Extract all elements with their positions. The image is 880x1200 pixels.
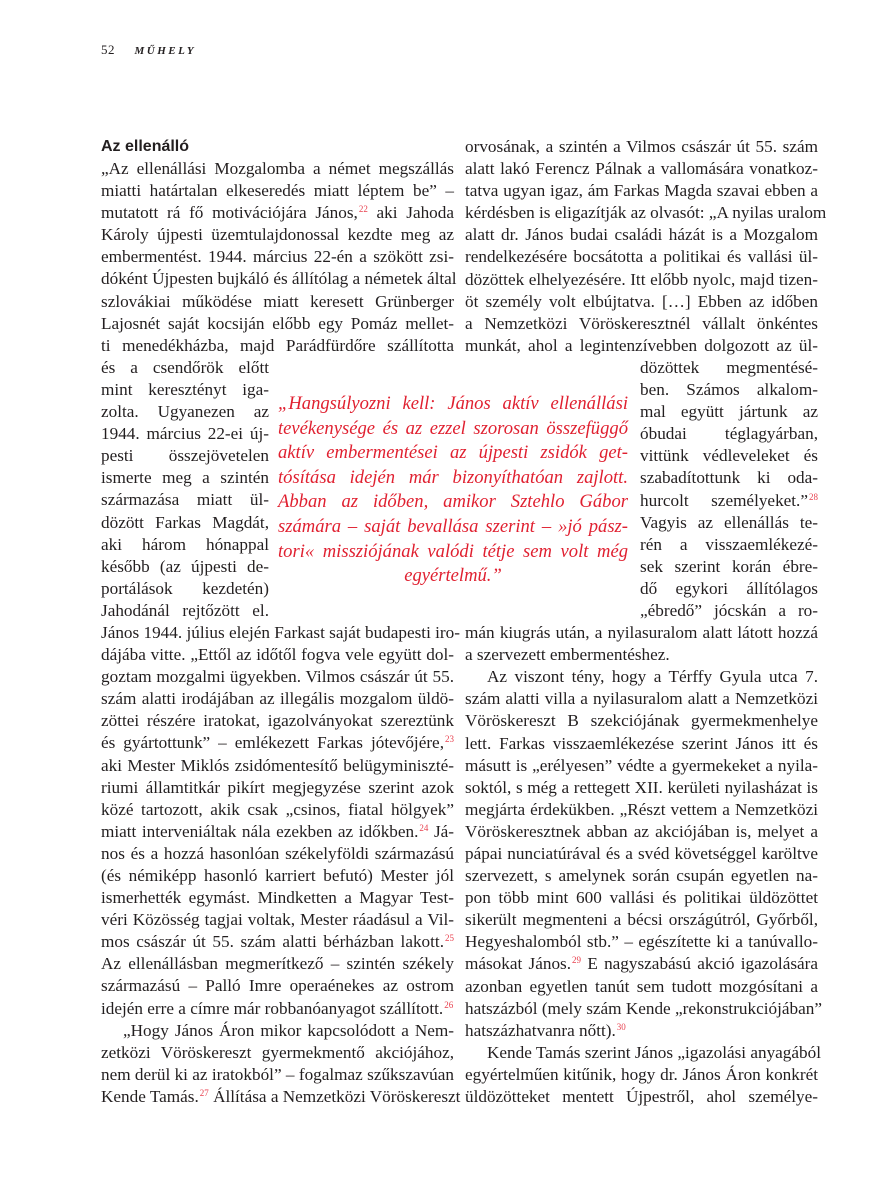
text-line	[101, 755, 454, 777]
left-column	[101, 136, 461, 1108]
line-text: Kende Tamás szerint János „igazolási anyagából	[487, 1042, 821, 1062]
footnote-marker[interactable]: 29	[572, 955, 582, 966]
line-text: aki Mester Miklós zsidómentesítő belügyminiszté-	[101, 755, 454, 775]
text-line	[101, 909, 454, 931]
text-line	[101, 975, 454, 997]
text-line	[465, 335, 818, 357]
text-line	[640, 379, 818, 401]
line-text: mán kiugrás után, a nyilasuralom alatt látott hozzá	[465, 623, 818, 643]
text-line	[465, 976, 818, 998]
footnote-marker[interactable]: 28	[809, 491, 818, 502]
text-line	[101, 1042, 454, 1064]
text-line	[465, 733, 818, 755]
pull-quote-line: egyértelmű.”	[404, 565, 502, 587]
line-text: Vöröskeresztnek abban az akciójában is, melyet a	[465, 821, 818, 841]
line-text: „Az ellenállási Mozgalomba a német megszállás	[101, 159, 454, 178]
line-text: nem derül ki az iratokból” – fogalmaz szűkszavúan	[101, 1064, 454, 1084]
line-text: sikerült megmenteni a bécsi országútról, Győrből,	[465, 910, 818, 930]
line-text: óbudai téglagyárban,	[640, 424, 818, 444]
text-line	[101, 180, 454, 202]
line-text: miatt interveniáltak nála ezekben az időkben.	[101, 821, 419, 841]
line-text: portálások kezdetén)	[101, 578, 269, 598]
text-line	[101, 268, 457, 290]
line-text: mutatott rá fő motivációjára János,	[101, 203, 358, 223]
line-text: „ébredő” jócskán a ro-	[640, 600, 818, 620]
text-line	[640, 556, 818, 578]
line-text: a szervezett embermentéshez.	[465, 645, 670, 665]
line-text: alatt lakó Ferencz Pálnak a vallomására vonatkoz-	[465, 159, 818, 179]
line-text: embermentést. 1944. március 22-én a szökött zsi-	[101, 247, 454, 267]
text-line	[465, 865, 818, 887]
line-text: Hegyeshalomból stb.” – egészítette ki a tanúvallo-	[465, 932, 818, 952]
line-text: lett. Farkas visszaemlékezése szerint János itt és	[465, 733, 818, 753]
line-text: ismerte meg a szintén	[101, 468, 269, 488]
footnote-marker[interactable]: 26	[444, 999, 454, 1010]
line-text: pesti összejövetelen	[101, 446, 269, 466]
text-line	[465, 291, 818, 313]
line-text: és gyártottunk” – emlékezett Farkas jótevőjére,	[101, 733, 444, 753]
line-text: soktól, s még a rettegett XII. kerületi nyilasházat is	[465, 777, 818, 797]
text-line	[640, 534, 818, 556]
line-text: 1944. március 22-ei új-	[101, 424, 269, 444]
text-line	[465, 136, 818, 158]
text-line	[465, 998, 822, 1020]
text-line	[465, 313, 818, 335]
line-text: a Nemzetközi Vöröskeresztnél vállalt önkéntes	[465, 313, 818, 333]
text-line	[101, 357, 269, 379]
line-text: és a csendőrök előtt	[101, 357, 269, 377]
text-line	[101, 799, 454, 821]
text-line	[465, 887, 818, 909]
right-column-text	[465, 136, 827, 1108]
line-text: másutt is „erélyesen” védte a gyermekeket a nyila-	[465, 755, 818, 775]
text-line	[640, 512, 818, 534]
text-line	[101, 931, 454, 953]
text-line	[101, 467, 269, 489]
text-line	[101, 644, 454, 666]
line-text: mos császár út 55. szám alatti bérházban lakott.	[101, 932, 444, 952]
text-line	[640, 600, 818, 622]
text-line	[101, 821, 454, 843]
text-line	[640, 445, 818, 467]
text-line	[101, 335, 454, 357]
text-line	[465, 622, 818, 644]
text-line	[101, 666, 454, 688]
text-line	[101, 512, 269, 534]
line-text: miatti határtalan elkeseredés miatt léptem be” –	[101, 181, 454, 201]
line-text: pápai nunciatúrával és a svéd követséggel karöltve	[465, 844, 818, 863]
pull-quote	[278, 392, 628, 589]
text-line	[465, 180, 818, 202]
line-text: Jahodánál rejtőzött el.	[101, 600, 269, 620]
line-text: később (az újpesti de-	[101, 556, 269, 576]
line-text: dő egykori állítólagos	[640, 578, 818, 598]
line-text: Vöröskereszt B szekciójának gyermekmenhelye	[465, 711, 818, 731]
line-text-continued: aki Jahoda	[367, 203, 454, 223]
line-text: hurcolt személyeket.”	[640, 490, 808, 510]
text-line	[101, 578, 269, 600]
text-line	[101, 600, 269, 622]
text-line	[640, 578, 818, 600]
line-text: származású – Palló Imre operaénekes az ostrom	[101, 976, 454, 996]
line-text: „Hogy János Áron mikor kapcsolódott a Nem-	[123, 1020, 454, 1040]
left-column-text	[101, 158, 461, 1108]
text-line	[640, 357, 818, 379]
line-text: szlovákiai működése miatt keresett Grünberger	[101, 291, 454, 311]
text-line	[101, 843, 454, 865]
line-text: üldözötteket mentett Újpestről, ahol személye-	[465, 1087, 818, 1107]
line-text: ismerhették egymást. Mindketten a Magyar Test-	[101, 888, 454, 908]
line-text: Az ellenállásban megmerítkező – szintén székely	[101, 954, 454, 974]
text-line	[101, 224, 454, 246]
line-text: szám alatti villa a nyilasuralom alatt a Nemzetközi	[465, 689, 818, 709]
text-line	[465, 953, 818, 975]
text-line	[101, 556, 269, 578]
line-text: Az viszont tény, hogy a Térffy Gyula utca 7.	[487, 667, 818, 687]
text-line	[465, 666, 818, 688]
text-line	[465, 710, 818, 732]
text-line	[101, 379, 269, 401]
line-text: ti menedékházba, majd Parádfürdőre szállította	[101, 335, 454, 355]
text-line	[640, 490, 818, 512]
line-text: tatva ugyan igaz, ám Farkas Magda szavai ebben a	[465, 181, 818, 201]
pull-quote-line: tori« missziójának valódi tétje sem volt még	[278, 540, 628, 562]
pull-quote-line: aktív embermentései az újpesti zsidók get-	[278, 442, 628, 464]
text-line	[101, 202, 454, 224]
line-text: hatszázból (mely szám Kende „rekonstrukciójában”	[465, 998, 822, 1018]
line-text: alatt dr. János budai családi házát is a Mozgalom	[465, 225, 818, 245]
footnote-marker[interactable]: 25	[445, 933, 454, 944]
line-text: rén a visszaemlékezé-	[640, 534, 818, 554]
line-text-continued: Állítása a Nemzetközi Vöröskereszt	[208, 1086, 461, 1106]
text-line	[465, 1086, 818, 1108]
text-line	[101, 158, 454, 180]
footnote-marker[interactable]: 24	[419, 822, 429, 833]
line-text: János 1944. július elején Farkast saját budapesti iro-	[101, 622, 460, 642]
running-head	[101, 42, 196, 58]
text-line	[101, 291, 454, 313]
line-text: másokat János.	[465, 954, 572, 974]
text-line	[101, 953, 454, 975]
text-line	[101, 401, 269, 423]
text-line	[640, 423, 818, 445]
line-text: szabadítottunk ki oda-	[640, 468, 818, 488]
pull-quote-line: tevékenysége és az ezzel szorosan összefüggő	[278, 417, 628, 439]
text-line	[465, 777, 818, 799]
text-line	[465, 1020, 818, 1042]
text-line	[465, 644, 818, 666]
line-text: dóként Újpesten bujkáló és állítólag a németek által	[101, 269, 457, 289]
text-line	[101, 865, 454, 887]
text-line	[465, 1042, 821, 1064]
line-text: orvosának, a szintén a Vilmos császár út 55. szám	[465, 137, 818, 156]
line-text: hatszázhatvanra nőtt).	[465, 1020, 616, 1040]
text-line	[465, 755, 818, 777]
text-line	[101, 732, 454, 754]
text-line	[101, 1086, 461, 1108]
line-text: nos és a hozzá hasonlóan székelyföldi származású	[101, 843, 454, 863]
text-line	[465, 843, 818, 865]
line-text: szervezett, s amelynek során csupán egyetlen na-	[465, 866, 818, 886]
text-line	[101, 489, 269, 511]
line-text: Károly újpesti üzemtulajdonossal kezdte meg az	[101, 225, 454, 245]
footnote-marker[interactable]: 30	[616, 1021, 626, 1032]
line-text: ben. Számos alkalom-	[640, 380, 818, 400]
footnote-marker[interactable]: 22	[358, 204, 368, 215]
footnote-marker[interactable]: 27	[199, 1087, 209, 1098]
line-text: sek szerint korán ébre-	[640, 556, 818, 576]
line-text: vittünk védleveleket és	[640, 446, 818, 466]
text-line	[101, 445, 269, 467]
section-heading: Az ellenálló	[101, 138, 190, 155]
line-text: aki három hónappal	[101, 534, 269, 554]
line-text: zöttei részére iratokat, igazolványokat szereztünk	[101, 711, 454, 731]
line-text: dözöttek elhelyezésére. Itt előbb nyolc, majd tizen-	[465, 269, 818, 289]
line-text: (és némiképp hasonló karriert befutó) Mester jól	[101, 866, 454, 885]
text-line	[465, 821, 818, 843]
line-text: Kende Tamás.	[101, 1086, 199, 1106]
text-line	[465, 1064, 818, 1086]
line-text: megjárta érdekükben. „Részt vettem a Nemzetközi	[465, 799, 818, 819]
text-line	[465, 202, 827, 224]
text-line	[465, 269, 818, 291]
pull-quote-line: Abban az időben, amikor Sztehlo Gábor	[278, 491, 628, 513]
section-title: MŰHELY	[134, 45, 197, 57]
text-line	[465, 224, 818, 246]
text-line	[101, 313, 454, 335]
line-text: mal együtt jártunk az	[640, 402, 818, 422]
line-text: szám alatti irodájában az illegális mozgalom üldö-	[101, 689, 454, 709]
text-line	[101, 688, 454, 710]
pull-quote-line: tósítása idején már bizonyíthatóan zajlott.	[278, 466, 628, 488]
text-line	[640, 467, 818, 489]
text-line	[465, 688, 818, 710]
line-text: egyértelműen kitűnik, hogy dr. János Áron konkrét	[465, 1064, 818, 1084]
line-text: kérdésben is eligazítják az olvasót: „A nyilas uralom	[465, 203, 827, 223]
text-line	[465, 909, 818, 931]
line-text: riumi államtitkár pikírt megjegyzése szerint azok	[101, 777, 454, 797]
text-line	[101, 246, 454, 268]
text-line	[101, 423, 269, 445]
line-text: dözött Farkas Magdát,	[101, 512, 269, 532]
line-text: zolta. Ugyanezen az	[101, 402, 269, 422]
line-text: azonban egyetlen tanút sem tudott mozgósítani a	[465, 976, 818, 996]
text-line	[101, 1064, 454, 1086]
text-line	[101, 998, 454, 1020]
line-text: pon több mint 600 vallási és politikai üldözöttet	[465, 888, 818, 908]
text-line	[101, 887, 454, 909]
line-text: öt személy volt elbújtatva. […] Ebben az időben	[465, 291, 818, 311]
page-number: 52	[101, 42, 115, 57]
footnote-marker[interactable]: 23	[445, 734, 454, 745]
pull-quote-line: számára – saját bevallása szerint – »jó pász-	[278, 515, 628, 537]
line-text: rendelkezésére bocsátotta a politikai és vallási ül-	[465, 247, 818, 267]
text-line	[465, 799, 818, 821]
line-text: zetközi Vöröskereszt gyermekmentő akciójához,	[101, 1042, 454, 1062]
line-text: munkát, ahol a legintenzívebben dolgozott az ül-	[465, 335, 818, 355]
line-text-continued: Já-	[428, 821, 454, 841]
line-text: idején erre a címre már robbanóanyagot szállított.	[101, 998, 444, 1018]
right-column	[465, 136, 827, 1108]
text-line	[101, 1020, 454, 1042]
text-line	[465, 246, 818, 268]
text-line	[101, 622, 460, 644]
line-text: mint keresztényt iga-	[101, 379, 269, 399]
line-text: Vagyis az ellenállás te-	[640, 512, 818, 532]
line-text: dözöttek megmentésé-	[640, 357, 818, 377]
text-line	[465, 158, 818, 180]
line-text: származása miatt ül-	[101, 490, 269, 510]
line-text: Lajosnét saját kocsiján előbb egy Pomáz mellet-	[101, 313, 454, 333]
text-line	[101, 534, 269, 556]
pull-quote-line: „Hangsúlyozni kell: János aktív ellenállási	[278, 393, 628, 414]
line-text: goztam mozgalmi ügyekben. Vilmos császár út 55.	[101, 667, 454, 687]
line-text: véri Közösség tagjai voltak, Mester ráadásul a Vil-	[101, 910, 454, 930]
line-text: dájába vitte. „Ettől az időtől fogva vele együtt dol-	[101, 645, 454, 665]
text-line	[101, 777, 454, 799]
text-line	[101, 710, 454, 732]
line-text-continued: E nagyszabású akció igazolására	[581, 954, 818, 974]
text-line	[465, 931, 818, 953]
line-text: közé tartozott, akik csak „csinos, fiatal hölgyek”	[101, 799, 454, 819]
text-line	[640, 401, 818, 423]
